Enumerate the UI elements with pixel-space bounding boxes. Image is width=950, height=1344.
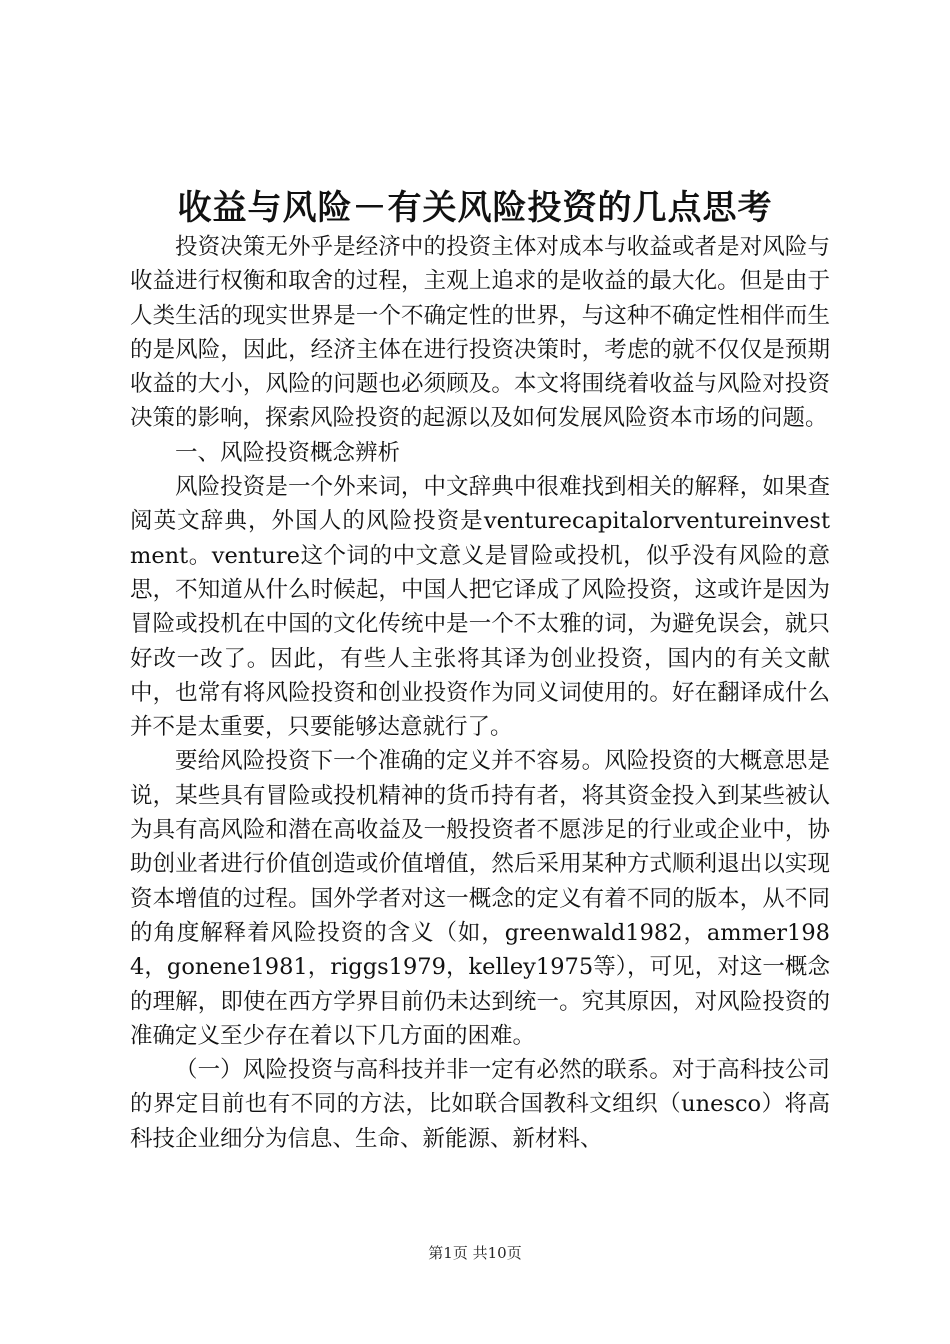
document-body: [130, 230, 830, 1156]
paragraph-definition-difficulty: 要给风险投资下一个准确的定义并不容易。风险投资的大概意思是说，某些具有冒险或投机精神的货币持有者，将其资金投入到某些被认为具有高风险和潜在高收益及一般投资者不愿涉足的行业或企业中，协助创业者进行价值创造或价值增值，然后采用某种方式顺利退出以实现资本增值的过程。国外学者对这一概念的定义有着不同的版本，从不同的角度解释着风险投资的含义（如，greenwald1982，ammer1984，gonene1981，riggs1979，kelley1975等），可见，对这一概念的理解，即使在西方学界目前仍未达到统一。究其原因，对风险投资的准确定义至少存在着以下几方面的困难。: [130, 748, 830, 1049]
document-title: 收益与风险－有关风险投资的几点思考: [177, 188, 773, 228]
paragraph-definition-origin: 风险投资是一个外来词，中文辞典中很难找到相关的解释，如果查阅英文辞典，外国人的风险投资是venturecapitalorventureinvestment。venture这个词的中文意义是冒险或投机，似乎没有风险的意思，不知道从什么时候起，中国人把它译成了风险投资，这或许是因为冒险或投机在中国的文化传统中是一个不太雅的词，为避免误会，就只好改一改了。因此，有些人主张将其译为创业投资，国内的有关文献中，也常有将风险投资和创业投资作为同义词使用的。好在翻译成什么并不是太重要，只要能够达意就行了。: [130, 474, 830, 741]
paragraph-intro: 投资决策无外乎是经济中的投资主体对成本与收益或者是对风险与收益进行权衡和取舍的过程，主观上追求的是收益的最大化。但是由于人类生活的现实世界是一个不确定性的世界，与这种不确定性相伴而生的是风险，因此，经济主体在进行投资决策时，考虑的就不仅仅是预期收益的大小，风险的问题也必须顾及。本文将围绕着收益与风险对投资决策的影响，探索风险投资的起源以及如何发展风险资本市场的问题。: [130, 234, 830, 432]
paragraph-subsection-one: （一）风险投资与高科技并非一定有必然的联系。对于高科技公司的界定目前也有不同的方法，比如联合国教科文组织（unesco）将高科技企业细分为信息、生命、新能源、新材料、: [130, 1057, 830, 1152]
page-number-footer: 第1页 共10页: [428, 1244, 522, 1262]
section-heading: 一、风险投资概念辨析: [175, 439, 401, 466]
